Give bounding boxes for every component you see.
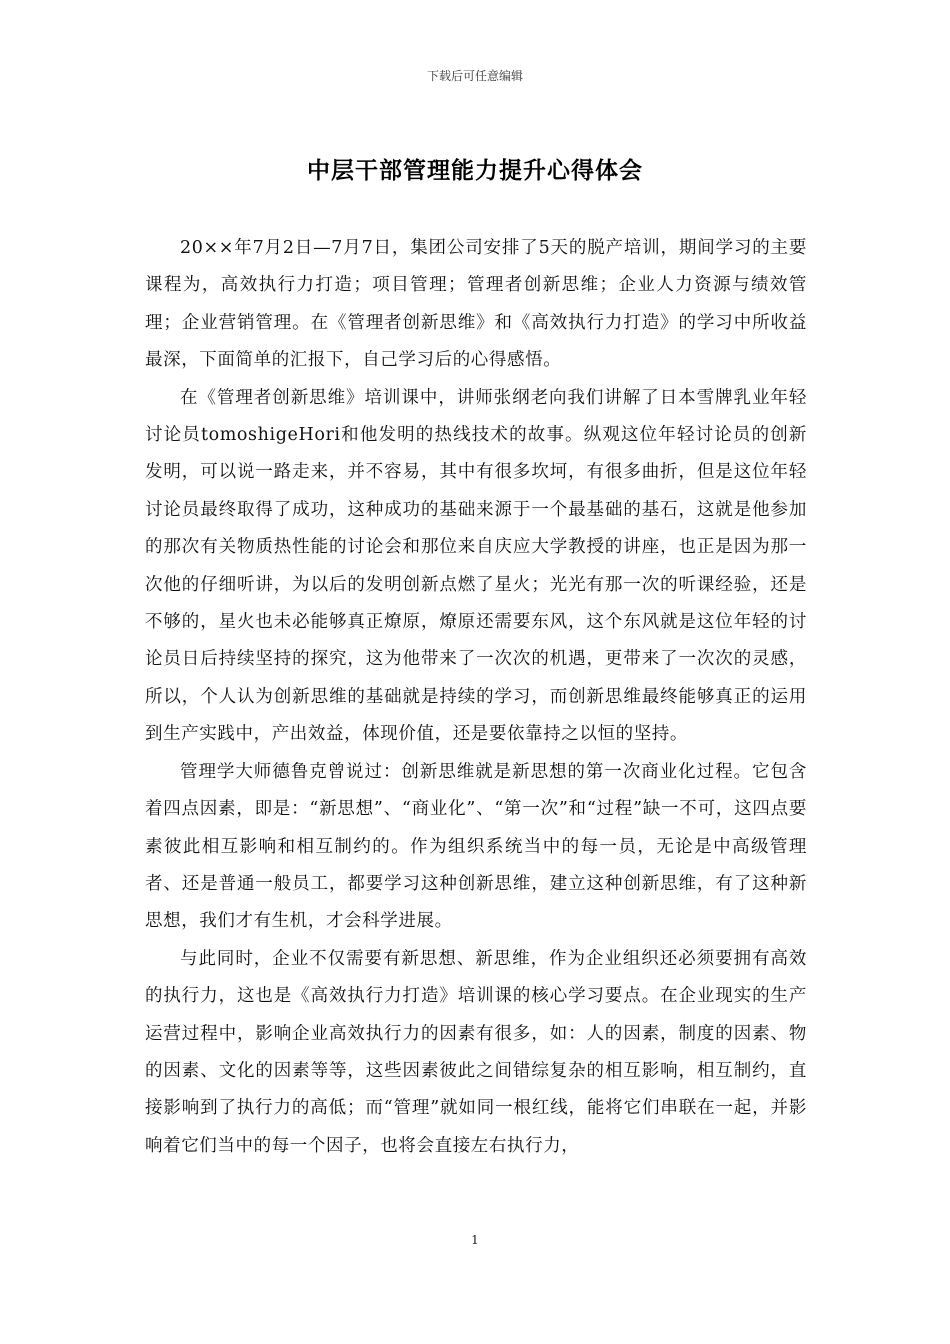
page-number: 1 [471, 1233, 479, 1247]
header-note: 下载后可任意编辑 [426, 69, 523, 83]
document-body [145, 230, 807, 1165]
body-paragraph-2: 在《管理者创新思维》培训课中，讲师张纲老向我们讲解了日本雪牌乳业年轻讨论员tomoshigeHori和他发明的热线技术的故事。纵观这位年轻讨论员的创新发明，可以说一路走来，并不容易，其中有很多坎坷，有很多曲折，但是这位年轻讨论员最终取得了成功，这种成功的基础来源于一个最基础的基石，这就是他参加的那次有关物质热性能的讨论会和那位来自庆应大学教授的讲座，也正是因为那一次他的仔细听讲，为以后的发明创新点燃了星火；光光有那一次的听课经验，还是不够的，星火也未必能够真正燎原，燎原还需要东风，这个东风就是这位年轻的讨论员日后持续坚持的探究，这为他带来了一次次的机遇，更带来了一次次的灵感，所以，个人认为创新思维的基础就是持续的学习，而创新思维最终能够真正的运用到生产实践中，产出效益，体现价值，还是要依靠持之以恒的坚持。 [145, 387, 807, 745]
body-paragraph-3: 管理学大师德鲁克曾说过：创新思维就是新思想的第一次商业化过程。它包含着四点因素，即是：“新思想”、“商业化”、“第一次”和“过程”缺一不可，这四点要素彼此相互影响和相互制约的。作为组织系统当中的每一员，无论是中高级管理者、还是普通一般员工，都要学习这种创新思维，建立这种创新思维，有了这种新思想，我们才有生机，才会科学进展。 [145, 761, 807, 932]
body-paragraph-1: 20××年7月2日—7月7日，集团公司安排了5天的脱产培训，期间学习的主要课程为，高效执行力打造；项目管理；管理者创新思维；企业人力资源与绩效管理；企业营销管理。在《管理者创新思维》和《高效执行力打造》的学习中所收益最深，下面简单的汇报下，自己学习后的心得感悟。 [145, 238, 807, 371]
document-title: 中层干部管理能力提升心得体会 [307, 158, 643, 184]
body-paragraph-4: 与此同时，企业不仅需要有新思想、新思维，作为企业组织还必须要拥有高效的执行力，这也是《高效执行力打造》培训课的核心学习要点。在企业现实的生产运营过程中，影响企业高效执行力的因素有很多，如：人的因素，制度的因素、物的因素、文化的因素等等，这些因素彼此之间错综复杂的相互影响，相互制约，直接影响到了执行力的高低；而“管理”就如同一根红线，能将它们串联在一起，并影响着它们当中的每一个因子，也将会直接左右执行力， [145, 948, 807, 1156]
